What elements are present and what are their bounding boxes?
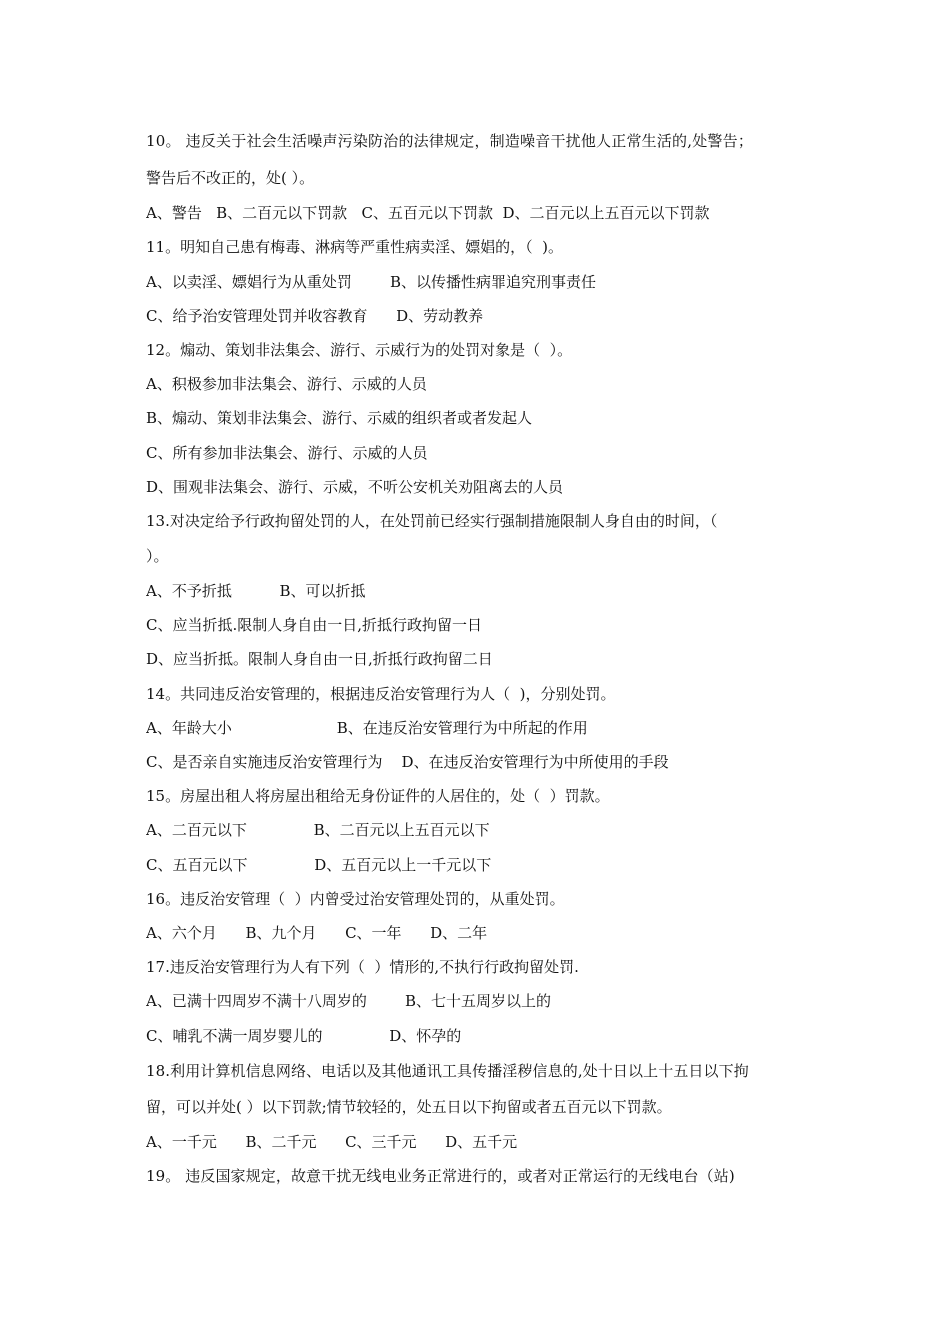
question-13-stem-line-1: 13.对决定给予行政拘留处罚的人，在处罚前已经实行强制措施限制人身自由的时间，（: [146, 511, 718, 530]
question-17-stem: 17.违反治安管理行为人有下列（ ）情形的,不执行行政拘留处罚.: [146, 958, 579, 977]
question-18-options: A、一千元 B、二千元 C、三千元 D、五千元: [146, 1132, 518, 1151]
question-14-stem: 14。共同违反治安管理的，根据违反治安管理行为人（ )，分别处罚。: [146, 684, 616, 703]
question-17-options-cd: C、哺乳不满一周岁婴儿的 D、怀孕的: [146, 1026, 462, 1045]
question-10-stem-line-1: 10。 违反关于社会生活噪声污染防治的法律规定，制造噪音干扰他人正常生活的,处警告；: [146, 132, 754, 150]
question-10-stem-line-2: 警告后不改正的，处( ）。: [146, 169, 315, 188]
question-10-options: A、警告 B、二百元以下罚款 C、五百元以下罚款 D、二百元以上五百元以下罚款: [146, 204, 710, 223]
question-11-options-cd: C、给予治安管理处罚并收容教育 D、劳动教养: [146, 306, 484, 325]
question-15-options-cd: C、五百元以下 D、五百元以上一千元以下: [146, 855, 492, 874]
question-18-stem-line-2: 留，可以并处( ）以下罚款;情节较轻的，处五日以下拘留或者五百元以下罚款。: [146, 1097, 672, 1116]
question-13-stem-line-2: ）。: [146, 547, 169, 566]
question-11-options-ab: A、以卖淫、嫖娼行为从重处罚 B、以传播性病罪追究刑事责任: [146, 272, 597, 291]
question-12-option-a: A、积极参加非法集会、游行、示威的人员: [146, 375, 427, 394]
question-14-options-cd: C、是否亲自实施违反治安管理行为 D、在违反治安管理行为中所使用的手段: [146, 753, 669, 771]
question-12-option-d: D、围观非法集会、游行、示威，不听公安机关劝阻离去的人员: [146, 477, 564, 496]
question-17-options-ab: A、已满十四周岁不满十八周岁的 B、七十五周岁以上的: [146, 992, 552, 1011]
question-19-stem-line-1: 19。 违反国家规定，故意干扰无线电业务正常进行的，或者对正常运行的无线电台（站): [146, 1166, 735, 1185]
question-16-stem: 16。违反治安管理（ ）内曾受过治安管理处罚的，从重处罚。: [146, 889, 565, 908]
question-15-options-ab: A、二百元以下 B、二百元以上五百元以下: [146, 821, 490, 840]
question-12-option-b: B、煽动、策划非法集会、游行、示威的组织者或者发起人: [146, 409, 533, 428]
question-16-options: A、六个月 B、九个月 C、一年 D、二年: [146, 923, 488, 942]
question-13-option-d: D、应当折抵。限制人身自由一日,折抵行政拘留二日: [146, 650, 493, 669]
question-14-options-ab: A、年龄大小 B、在违反治安管理行为中所起的作用: [146, 718, 588, 737]
question-12-option-c: C、所有参加非法集会、游行、示威的人员: [146, 443, 428, 462]
question-13-options-ab: A、不予折抵 B、可以折抵: [146, 582, 366, 601]
question-18-stem-line-1: 18.利用计算机信息网络、电话以及其他通讯工具传播淫秽信息的,处十日以上十五日以下拘: [146, 1061, 749, 1080]
document-body: [146, 124, 816, 1193]
question-11-stem: 11。明知自己患有梅毒、淋病等严重性病卖淫、嫖娼的，（ )。: [146, 238, 563, 257]
question-12-stem: 12。煽动、策划非法集会、游行、示威行为的处罚对象是（ ）。: [146, 340, 573, 359]
question-15-stem: 15。房屋出租人将房屋出租给无身份证件的人居住的，处（ ）罚款。: [146, 787, 610, 806]
question-13-option-c: C、应当折抵.限制人身自由一日,折抵行政拘留一日: [146, 616, 483, 635]
